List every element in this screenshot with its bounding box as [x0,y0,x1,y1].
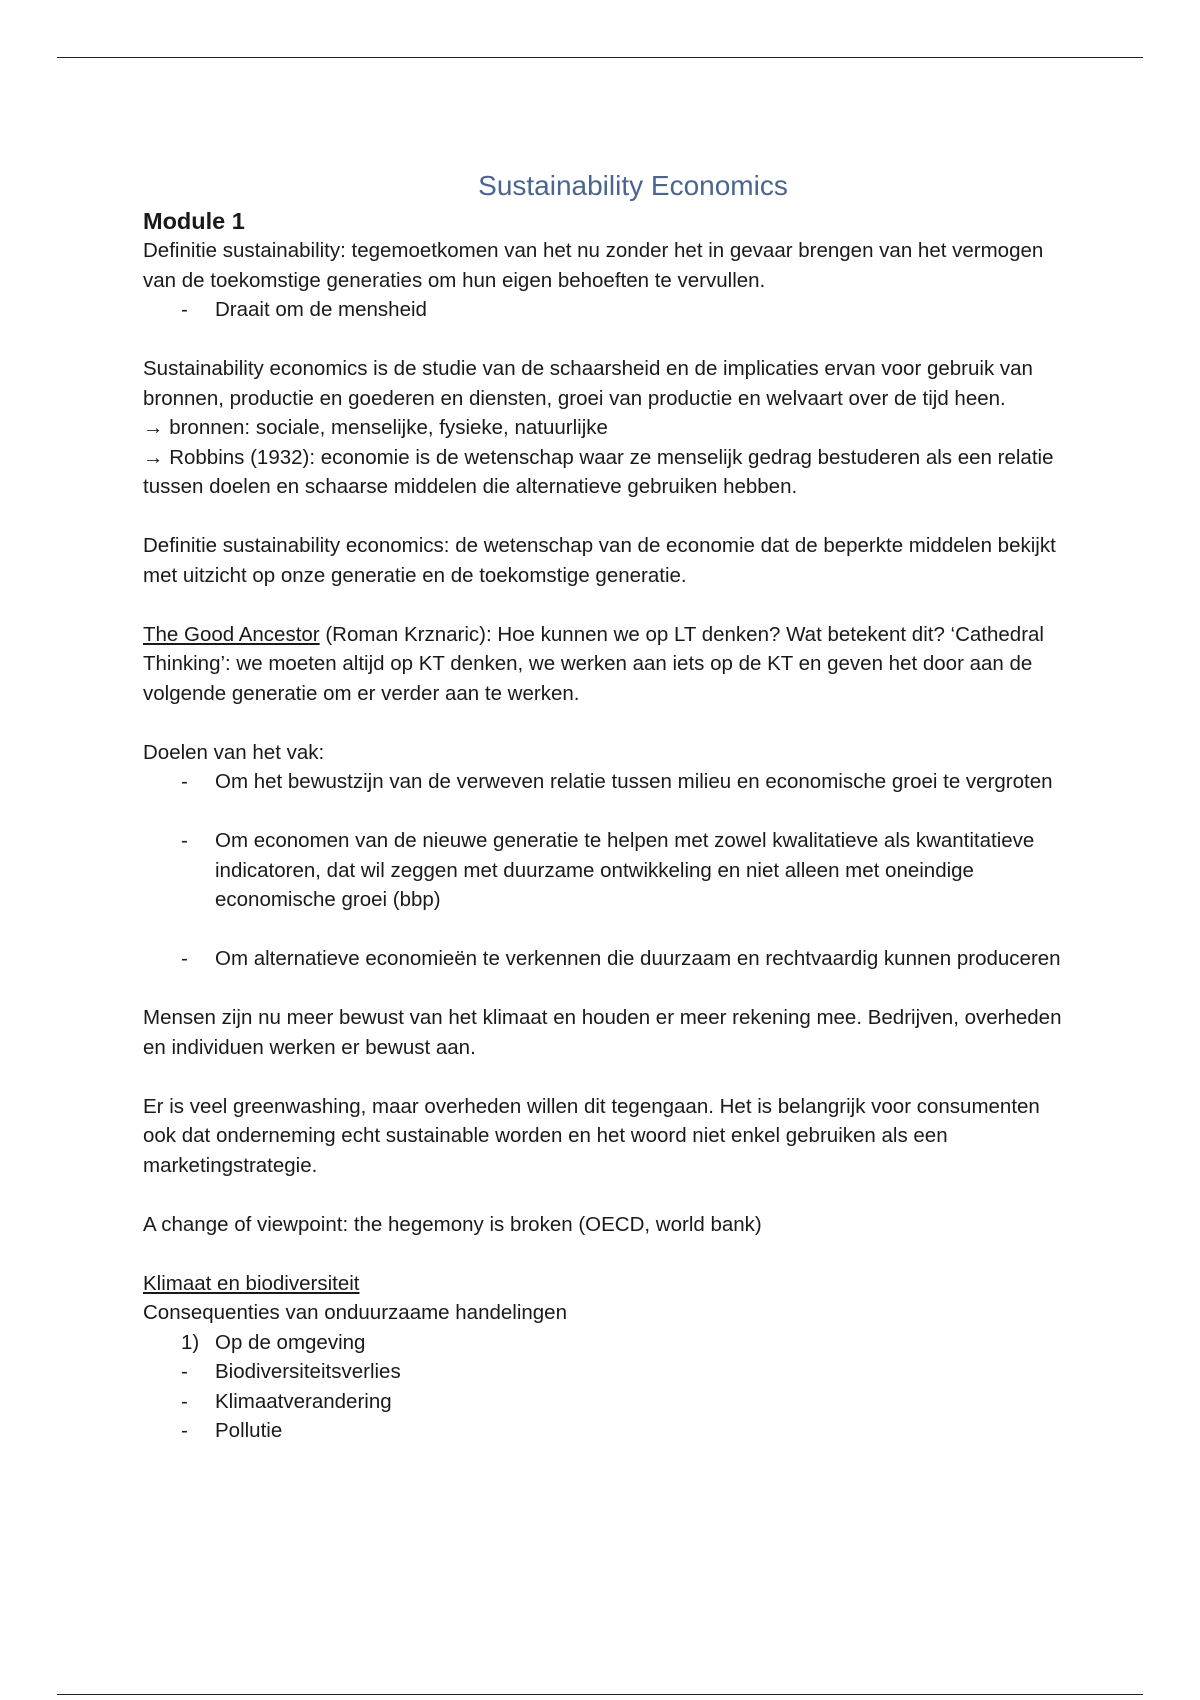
top-rule [57,57,1143,58]
bullet-dash: - [181,1360,188,1383]
definition-bullet-text: Draait om de mensheid [215,298,427,321]
definition-bullet [143,295,1073,325]
arrow-robbins: → Robbins (1932): economie is de wetenschap waar ze menselijk gedrag bestuderen als een relatie tussen doelen en schaarse middelen die alternatieve gebruiken hebben. [143,445,1054,498]
bullet-dash: - [181,947,188,970]
bullet-dash: - [181,1389,188,1413]
environment-bullet-text: Pollutie [215,1419,283,1442]
bottom-rule [57,1694,1143,1695]
module-heading: Module 1 [143,208,245,234]
bullet-dash: - [181,1419,188,1442]
environment-bullet [143,1357,1073,1387]
goal-item [143,767,1073,797]
bullet-dash: - [181,298,188,321]
numbered-item-text: Op de omgeving [215,1330,366,1354]
econ-paragraph: Sustainability economics is de studie van de schaarsheid en de implicaties ervan voor gebruik van bronnen, productie en goederen en diensten, groei van productie en welvaart over de tijd heen. [143,357,1033,410]
awareness-paragraph: Mensen zijn nu meer bewust van het klimaat en houden er meer rekening mee. Bedrijven, overheden en individuen werken er bewust aan. [143,1006,1062,1059]
consequences-heading: Consequenties van onduurzaame handelingen [143,1301,567,1324]
goal-text: Om economen van de nieuwe generatie te helpen met zowel kwalitatieve als kwantitatieve indicatoren, dat wil zeggen met duurzame ontwikkeling en niet alleen met oneindige economische groei (bbp) [215,829,1035,911]
book-title: The Good Ancestor [143,622,320,646]
goal-item [143,826,1073,915]
viewpoint-line: A change of viewpoint: the hegemony is broken (OECD, world bank) [143,1212,762,1236]
goal-item [143,944,1073,974]
environment-bullet-text: Klimaatverandering [215,1389,392,1413]
document-title: Sustainability Economics [478,170,788,201]
numbered-item [143,1328,1073,1358]
document-body [143,168,1073,1446]
greenwashing-paragraph: Er is veel greenwashing, maar overheden willen dit tegengaan. Het is belangrijk voor consumenten ook dat onderneming echt sustainable worden en het woord niet enkel gebruiken als een marketingstrategie. [143,1094,1040,1177]
bullet-dash: - [181,829,188,852]
goal-text: Om het bewustzijn van de verweven relatie tussen milieu en economische groei te vergroten [215,770,1053,793]
goal-text: Om alternatieve economieën te verkennen die duurzaam en rechtvaardig kunnen produceren [215,947,1061,970]
environment-bullet [143,1416,1073,1446]
list-number: 1) [181,1330,200,1354]
good-ancestor-paragraph [143,620,1073,709]
econ-definition-paragraph: Definitie sustainability economics: de wetenschap van de economie dat de beperkte middelen bekijkt met uitzicht op onze generatie en de toekomstige generatie. [143,534,1056,587]
bullet-dash: - [181,770,188,793]
environment-bullet [143,1387,1073,1417]
climate-heading: Klimaat en biodiversiteit [143,1271,360,1295]
goals-heading: Doelen van het vak: [143,740,325,764]
environment-bullet-text: Biodiversiteitsverlies [215,1360,401,1383]
good-ancestor-text: (Roman Krznaric): Hoe kunnen we op LT denken? Wat betekent dit? ‘Cathedral Thinking’: we moeten altijd op KT denken, we werken aan iets op de KT en geven het door aan de volgende generatie om er verder aan te werken. [143,622,1044,705]
arrow-sources: → bronnen: sociale, menselijke, fysieke, natuurlijke [143,416,608,439]
definition-paragraph: Definitie sustainability: tegemoetkomen van het nu zonder het in gevaar brengen van het vermogen van de toekomstige generaties om hun eigen behoeften te vervullen. [143,239,1044,292]
